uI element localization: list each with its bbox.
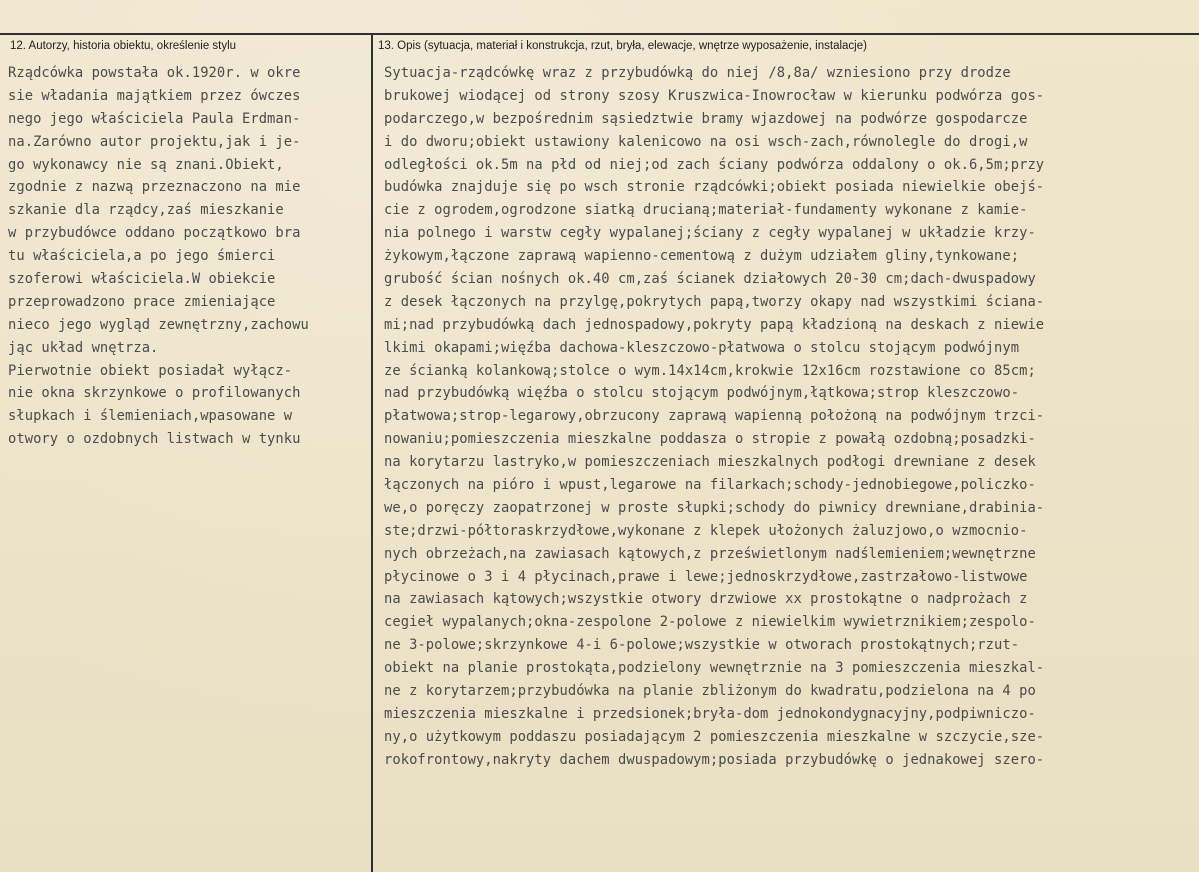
- text-line: na korytarzu lastryko,w pomieszczeniach mieszkalnych podłogi drewniane z desek: [384, 454, 1036, 471]
- description-text: [384, 62, 1196, 772]
- text-line: łączonych na pióro i wpust,legarowe na filarkach;schody-jednobiegowe,policzko-: [384, 477, 1036, 494]
- authors-history-text: [8, 62, 368, 451]
- text-line: grubość ścian nośnych ok.40 cm,zaś ścianek działowych 20-30 cm;dach-dwuspadowy: [384, 271, 1036, 288]
- text-line: nad przybudówką więźba o stolcu stojącym podwójnym,łątkowa;strop kleszczowo-: [384, 385, 1020, 402]
- text-line: jąc układ wnętrza.: [8, 339, 159, 356]
- text-line: podarczego,w bezpośrednim sąsiedztwie bramy wjazdowej na podwórze gospodarcze: [384, 110, 1028, 127]
- text-line: sie władania majątkiem przez ówczes: [8, 87, 301, 104]
- text-line: budówka znajduje się po wsch stronie rządcówki;obiekt posiada niewielkie obejś-: [384, 179, 1045, 196]
- text-line: Rządcówka powstała ok.1920r. w okre: [8, 65, 301, 81]
- text-line: płatwowa;strop-legarowy,obrzucony zaprawą wapienną położoną na podwójnym trzci-: [384, 408, 1045, 425]
- text-line: na.Zarówno autor projektu,jak i je-: [8, 133, 301, 150]
- text-line: lkimi okapami;więźba dachowa-kleszczowo-płatwowa o stolcu stojącym podwójnym: [384, 339, 1020, 356]
- text-line: go wykonawcy nie są znani.Obiekt,: [8, 156, 284, 173]
- text-line: ze ścianką kolankową;stolce o wym.14x14cm,krokwie 12x16cm rozstawione co 85cm;: [384, 362, 1036, 379]
- text-line: zgodnie z nazwą przeznaczono na mie: [8, 179, 301, 196]
- text-line: otwory o ozdobnych listwach w tynku: [8, 431, 301, 448]
- text-line: słupkach i ślemieniach,wpasowane w: [8, 408, 293, 425]
- section-12-header: 12. Autorzy, historia obiektu, określenie stylu: [10, 40, 237, 52]
- text-line: brukowej wiodącej od strony szosy Kruszwica-Inowrocław w kierunku podwórza gos-: [384, 87, 1045, 104]
- text-line: mi;nad przybudówką dach jednospadowy,pokryty papą kładzioną na deskach z niewie: [384, 316, 1045, 333]
- text-line: cegieł wypalanych;okna-zespolone 2-polowe z niewielkim wywietrznikiem;zespolo-: [384, 614, 1036, 631]
- text-line: nego jego właściciela Paula Erdman-: [8, 110, 301, 127]
- column-divider: [371, 33, 373, 872]
- text-line: nia polnego i warstw cegły wypalanej;ściany z cegły wypalanej w układzie krzy-: [384, 225, 1036, 242]
- text-line: nie okna skrzynkowe o profilowanych: [8, 385, 301, 402]
- text-line: ny,o użytkowym poddaszu posiadającym 2 pomieszczenia mieszkalne w szczycie,sze-: [384, 728, 1045, 745]
- text-line: rokofrontowy,nakryty dachem dwuspadowym;posiada przybudówkę o jednakowej szero-: [384, 751, 1045, 768]
- text-line: ste;drzwi-półtoraskrzydłowe,wykonane z klepek ułożonych żaluzjowo,o wzmocnio-: [384, 522, 1028, 539]
- text-line: cie z ogrodem,ogrodzone siatką drucianą;materiał-fundamenty wykonane z kamie-: [384, 202, 1028, 219]
- text-line: i do dworu;obiekt ustawiony kalenicowo na osi wsch-zach,równolegle do drogi,w: [384, 133, 1028, 150]
- header-rule: [0, 33, 1199, 35]
- text-line: ne z korytarzem;przybudówka na planie zbliżonym do kwadratu,podzielona na 4 po: [384, 683, 1036, 700]
- text-line: z desek łączonych na przylgę,pokrytych papą,tworzy okapy nad wszystkimi ściana-: [384, 293, 1045, 310]
- text-line: żykowym,łączone zaprawą wapienno-cementową z dużym udziałem gliny,tynkowane;: [384, 248, 1020, 265]
- section-13-header: 13. Opis (sytuacja, materiał i konstrukcja, rzut, bryła, elewacje, wnętrze wyposażenie, instalacje): [378, 40, 867, 52]
- text-line: w przybudówce oddano początkowo bra: [8, 225, 301, 242]
- text-line: obiekt na planie prostokąta,podzielony wewnętrznie na 3 pomieszczenia mieszkal-: [384, 660, 1045, 677]
- text-line: szoferowi właściciela.W obiekcie: [8, 271, 276, 288]
- text-line: nych obrzeżach,na zawiasach kątowych,z prześwietlonym nadślemieniem;wewnętrzne: [384, 545, 1036, 562]
- text-line: przeprowadzono prace zmieniające: [8, 293, 276, 310]
- text-line: Pierwotnie obiekt posiadał wyłącz-: [8, 362, 293, 379]
- text-line: płycinowe o 3 i 4 płycinach,prawe i lewe;jednoskrzydłowe,zastrzałowo-listwowe: [384, 568, 1028, 585]
- text-line: we,o poręczy zaopatrzonej w proste słupki;schody do piwnicy drewniane,drabinia-: [384, 499, 1045, 516]
- text-line: Sytuacja-rządcówkę wraz z przybudówką do niej /8,8a/ wzniesiono przy drodze: [384, 65, 1011, 81]
- text-line: na zawiasach kątowych;wszystkie otwory drzwiowe xx prostokątne o nadprożach z: [384, 591, 1028, 608]
- text-line: tu właściciela,a po jego śmierci: [8, 248, 276, 265]
- text-line: szkanie dla rządcy,zaś mieszkanie: [8, 202, 284, 219]
- text-line: ne 3-polowe;skrzynkowe 4-i 6-polowe;wszystkie w otworach prostokątnych;rzut-: [384, 637, 1020, 654]
- text-line: nieco jego wygląd zewnętrzny,zachowu: [8, 316, 309, 333]
- text-line: nowaniu;pomieszczenia mieszkalne poddasza o stropie z powałą ozdobną;posadzki-: [384, 431, 1036, 448]
- text-line: odległości ok.5m na płd od niej;od zach ściany podwórza oddalony o ok.6,5m;przy: [384, 156, 1045, 173]
- text-line: mieszczenia mieszkalne i przedsionek;bryła-dom jednokondygnacyjny,podpiwniczo-: [384, 705, 1036, 722]
